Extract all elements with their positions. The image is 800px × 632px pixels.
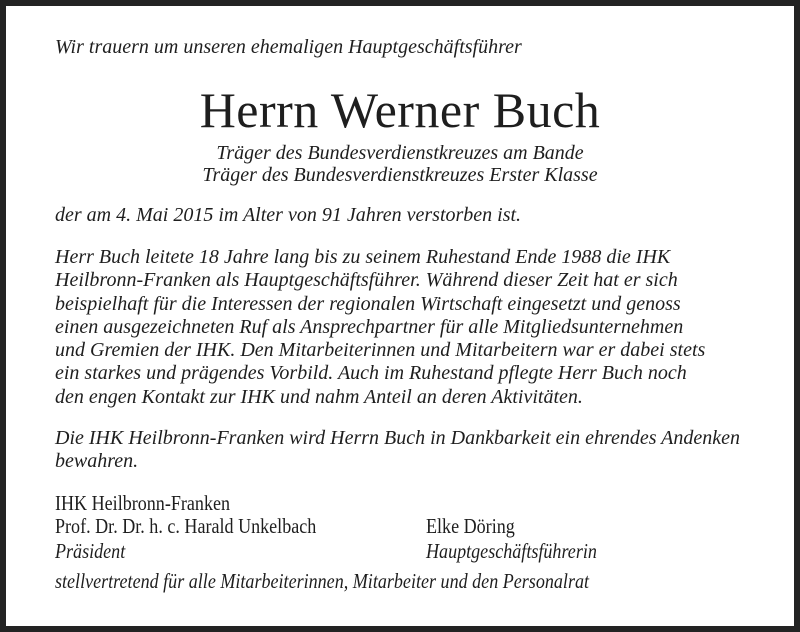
paragraph-line: Die IHK Heilbronn-Franken wird Herrn Buch in Dankbarkeit ein ehrendes Andenken	[55, 427, 741, 449]
death-line: der am 4. Mai 2015 im Alter von 91 Jahren verstorben ist.	[55, 204, 522, 226]
signer2-role: Hauptgeschäftsführerin	[426, 539, 597, 563]
organization-name: IHK Heilbronn-Franken	[55, 491, 231, 515]
paragraph-line: einen ausgezeichneten Ruf als Ansprechpartner für alle Mitgliedsunternehmen	[55, 316, 684, 338]
honor-line: Träger des Bundesverdienstkreuzes Erster Klasse	[202, 164, 598, 186]
obituary-notice	[6, 6, 794, 626]
closing-line: stellvertretend für alle Mitarbeiterinnen, Mitarbeiter und den Personalrat	[55, 569, 590, 593]
paragraph-line: beispielhaft für die Interessen der regionalen Wirtschaft eingesetzt und genoss	[55, 293, 681, 315]
signer2-name: Elke Döring	[426, 514, 515, 538]
paragraph-line: ein starkes und prägendes Vorbild. Auch im Ruhestand pflegte Herr Buch noch	[55, 362, 687, 384]
signer1-role: Präsident	[55, 539, 126, 563]
signer1-name: Prof. Dr. Dr. h. c. Harald Unkelbach	[55, 514, 317, 538]
paragraph-line: bewahren.	[55, 450, 139, 472]
paragraph-line: den engen Kontakt zur IHK und nahm Anteil an deren Aktivitäten.	[55, 386, 583, 408]
paragraph-line: Heilbronn-Franken als Hauptgeschäftsführer. Während dieser Zeit hat er sich	[55, 269, 678, 291]
paragraph-line: und Gremien der IHK. Den Mitarbeiterinnen und Mitarbeitern war er dabei stets	[55, 339, 706, 361]
intro-line: Wir trauern um unseren ehemaligen Hauptgeschäftsführer	[55, 36, 522, 58]
deceased-name: Herrn Werner Buch	[199, 82, 601, 138]
honor-line: Träger des Bundesverdienstkreuzes am Bande	[216, 142, 584, 164]
paragraph-line: Herr Buch leitete 18 Jahre lang bis zu seinem Ruhestand Ende 1988 die IHK	[55, 246, 671, 268]
